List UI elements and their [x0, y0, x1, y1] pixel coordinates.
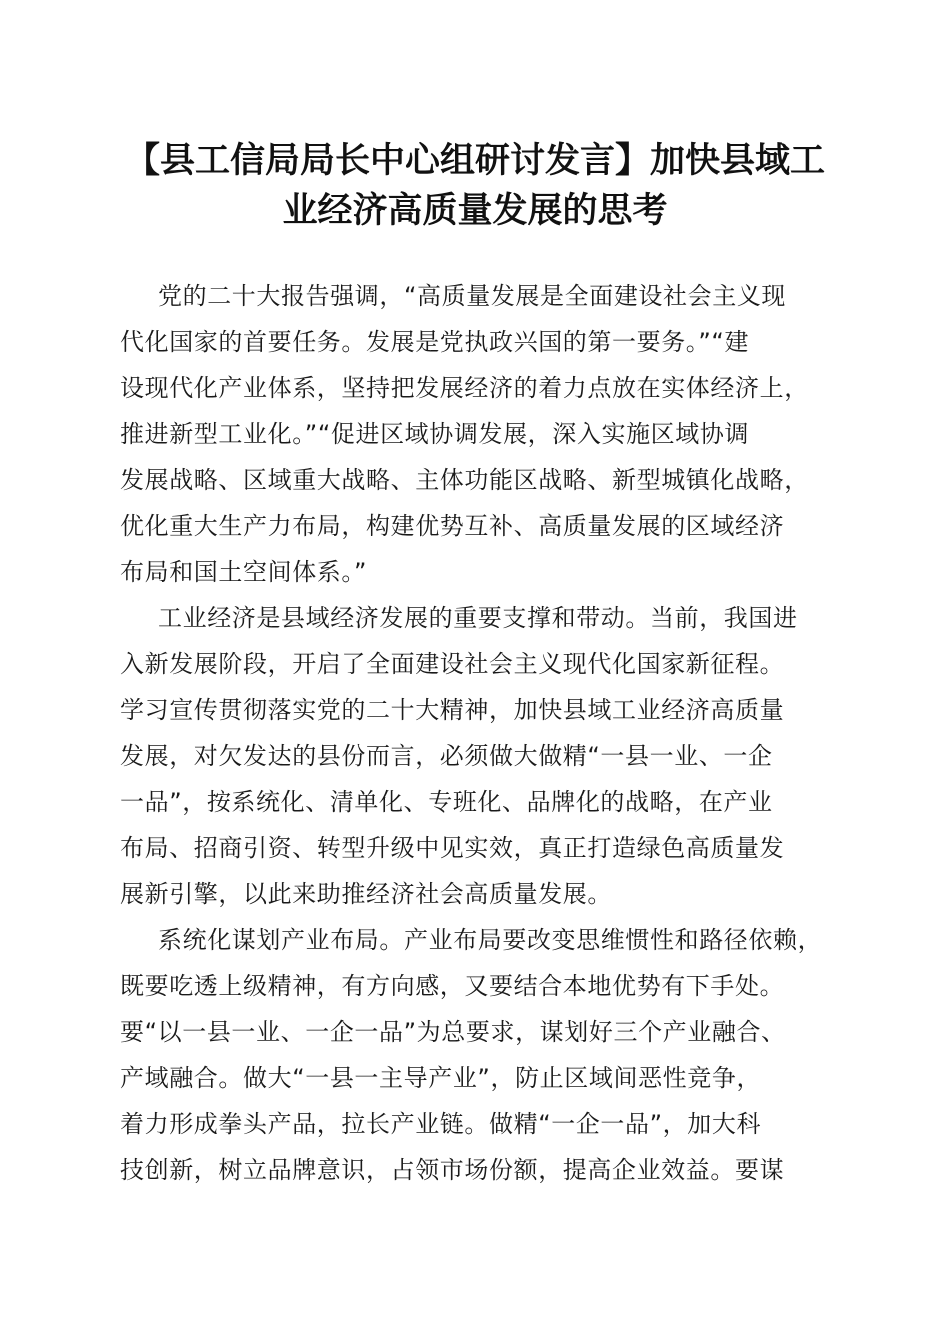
text-line: 技创新，树立品牌意识，占领市场份额，提高企业效益。要谋 — [120, 1156, 785, 1184]
text-line: 着力形成拳头产品，拉长产业链。做精“一企一品”，加大科 — [120, 1110, 762, 1138]
paragraph-2 — [120, 595, 840, 917]
text-line: 推进新型工业化。”“促进区域协调发展，深入实施区域协调 — [120, 420, 750, 448]
document-body — [120, 273, 840, 1193]
text-line: 代化国家的首要任务。发展是党执政兴国的第一要务。”“建 — [120, 328, 750, 356]
text-line: 党的二十大报告强调，“高质量发展是全面建设社会主义现 — [158, 282, 787, 310]
paragraph-3 — [120, 917, 840, 1193]
title-line-2: 业经济高质量发展的思考 — [282, 190, 668, 231]
text-line: 既要吃透上级精神，有方向感，又要结合本地优势有下手处。 — [120, 972, 785, 1000]
text-line: 布局和国土空间体系。” — [120, 558, 368, 586]
paragraph-1 — [120, 273, 840, 595]
text-line: 要“以一县一业、一企一品”为总要求，谋划好三个产业融合、 — [120, 1018, 786, 1046]
text-line: 一品”，按系统化、清单化、专班化、品牌化的战略，在产业 — [120, 788, 773, 816]
document-title — [115, 136, 835, 236]
text-line: 系统化谋划产业布局。产业布局要改变思维惯性和路径依赖， — [158, 926, 823, 954]
text-line: 优化重大生产力布局，构建优势互补、高质量发展的区域经济 — [120, 512, 785, 540]
text-line: 入新发展阶段，开启了全面建设社会主义现代化国家新征程。 — [120, 650, 785, 678]
text-line: 学习宣传贯彻落实党的二十大精神，加快县域工业经济高质量 — [120, 696, 785, 724]
text-line: 产域融合。做大“一县一主导产业”，防止区域间恶性竞争， — [120, 1064, 762, 1092]
text-line: 发展，对欠发达的县份而言，必须做大做精“一县一业、一企 — [120, 742, 773, 770]
text-line: 发展战略、区域重大战略、主体功能区战略、新型城镇化战略， — [120, 466, 809, 494]
text-line: 布局、招商引资、转型升级中见实效，真正打造绿色高质量发 — [120, 834, 785, 862]
text-line: 设现代化产业体系，坚持把发展经济的着力点放在实体经济上， — [120, 374, 809, 402]
text-line: 工业经济是县域经济发展的重要支撑和带动。当前，我国进 — [158, 604, 798, 632]
title-line-1: 【县工信局局长中心组研讨发言】加快县域工 — [124, 140, 825, 181]
text-line: 展新引擎，以此来助推经济社会高质量发展。 — [120, 880, 612, 908]
